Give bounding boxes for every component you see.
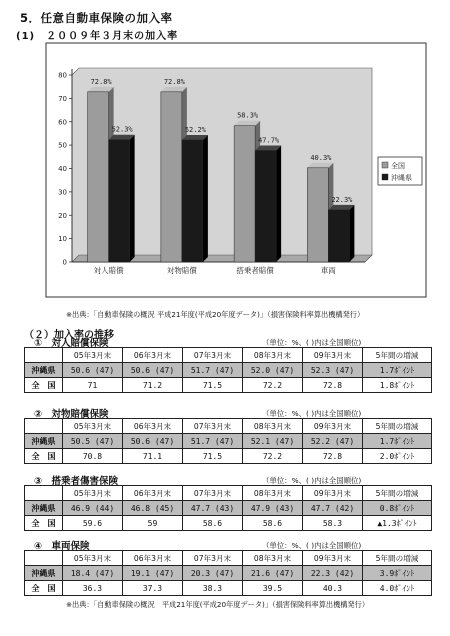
- y-tick-label: 20: [58, 211, 67, 220]
- table-header-cell: 05年3月末: [63, 486, 123, 501]
- table-cell: 58.6: [243, 516, 303, 531]
- table-cell: 40.3: [303, 581, 363, 596]
- row-label: 全 国: [25, 449, 63, 464]
- data-label: 52.3%: [111, 125, 133, 134]
- y-tick-label: 0: [62, 258, 67, 267]
- table-header-cell: 06年3月末: [123, 348, 183, 363]
- table-cell: 4.0ﾎﾟｲﾝﾄ: [363, 581, 432, 596]
- row-label: 沖縄県: [25, 501, 63, 516]
- table-header-cell: [25, 551, 63, 566]
- data-label: 58.3%: [237, 111, 259, 120]
- table-row: [25, 378, 432, 393]
- row-label: 沖縄県: [25, 434, 63, 449]
- source-note-top: ※出典：「自動車保険の概況 平成21年度(平成20年度データ)」（損害保険料率算出機構発行）: [66, 310, 365, 319]
- table-row: [25, 516, 432, 531]
- table-cell: 47.9 (43): [243, 501, 303, 516]
- table-row: [25, 501, 432, 516]
- table-header-row: [25, 486, 432, 501]
- table-header-row: [25, 551, 432, 566]
- table-cell: 39.5: [243, 581, 303, 596]
- table-header-cell: 5年間の増減: [363, 419, 432, 434]
- x-tick-label: 搭乗者賠償: [236, 266, 274, 275]
- legend-swatch: [382, 162, 388, 168]
- row-label: 沖縄県: [25, 566, 63, 581]
- bar: [328, 210, 349, 262]
- table-row: [25, 581, 432, 596]
- x-tick-label: 対人賠償: [93, 266, 124, 275]
- y-tick-label: 60: [58, 118, 67, 127]
- table-cell: 70.8: [63, 449, 123, 464]
- table-cell: 47.7 (43): [183, 501, 243, 516]
- bar-side: [130, 135, 135, 262]
- table-row: [25, 434, 432, 449]
- table-header-cell: 07年3月末: [183, 419, 243, 434]
- table-cell: 1.8ﾎﾟｲﾝﾄ: [363, 378, 432, 393]
- table-header-cell: 08年3月末: [243, 348, 303, 363]
- table-cell: 71.5: [183, 449, 243, 464]
- table-cell: 37.3: [123, 581, 183, 596]
- table-row: [25, 363, 432, 378]
- table-unit-note: （単位：%、( )内は全国順位): [262, 409, 362, 418]
- table-unit-note: （単位：%、( )内は全国順位): [262, 541, 362, 550]
- table-passenger-injury: [24, 485, 432, 531]
- table-header-cell: 06年3月末: [123, 551, 183, 566]
- table-cell: 58.3: [303, 516, 363, 531]
- table-cell: 52.3 (47): [303, 363, 363, 378]
- data-label: 72.8%: [90, 77, 112, 86]
- row-label: 沖縄県: [25, 363, 63, 378]
- bar: [161, 92, 182, 262]
- bar: [88, 92, 109, 262]
- table-cell: 72.2: [243, 378, 303, 393]
- table-header-cell: 09年3月末: [303, 348, 363, 363]
- table-cell: 52.2 (47): [303, 434, 363, 449]
- table-cell: 38.3: [183, 581, 243, 596]
- table-header-cell: 05年3月末: [63, 551, 123, 566]
- table-vehicle: [24, 550, 432, 596]
- x-tick-label: 車両: [320, 266, 336, 275]
- table-cell: 46.9 (44): [63, 501, 123, 516]
- bar: [182, 140, 203, 262]
- table-cell: 18.4 (47): [63, 566, 123, 581]
- table-unit-note: （単位：%、( )内は全国順位): [262, 476, 362, 485]
- table-cell: 22.3 (42): [303, 566, 363, 581]
- table-title-bodily-injury: ① 対人賠償保険: [34, 338, 109, 349]
- table-header-cell: 5年間の増減: [363, 551, 432, 566]
- legend-label: 全国: [391, 162, 405, 170]
- bar: [255, 151, 276, 262]
- table-cell: 72.2: [243, 449, 303, 464]
- table-header-cell: 07年3月末: [183, 551, 243, 566]
- table-row: [25, 449, 432, 464]
- table-header-cell: 08年3月末: [243, 551, 303, 566]
- table-title-vehicle: ④ 車両保険: [34, 541, 90, 552]
- table-cell: 19.1 (47): [123, 566, 183, 581]
- trend-heading: （２）加入率の推移: [24, 330, 114, 341]
- table-cell: 71.5: [183, 378, 243, 393]
- row-label: 全 国: [25, 581, 63, 596]
- table-header-cell: 09年3月末: [303, 551, 363, 566]
- data-label: 72.8%: [163, 77, 185, 86]
- table-header-row: [25, 419, 432, 434]
- table-header-cell: 07年3月末: [183, 486, 243, 501]
- table-cell: 50.6 (47): [63, 363, 123, 378]
- chart-heading: (1) ２００９年３月末の加入率: [16, 31, 179, 42]
- table-cell: 71.2: [123, 378, 183, 393]
- table-cell: 71.1: [123, 449, 183, 464]
- table-header-cell: 09年3月末: [303, 419, 363, 434]
- table-header-cell: 5年間の増減: [363, 348, 432, 363]
- bar: [234, 126, 255, 262]
- table-header-cell: 5年間の増減: [363, 486, 432, 501]
- table-cell: 50.6 (47): [123, 363, 183, 378]
- table-unit-note: （単位：%、( )内は全国順位): [262, 338, 362, 347]
- row-label: 全 国: [25, 516, 63, 531]
- table-header-cell: 08年3月末: [243, 486, 303, 501]
- table-cell: 3.9ﾎﾟｲﾝﾄ: [363, 566, 432, 581]
- table-header-cell: 06年3月末: [123, 486, 183, 501]
- table-cell: ▲1.3ﾎﾟｲﾝﾄ: [363, 516, 432, 531]
- legend-label: 沖縄県: [391, 174, 412, 182]
- table-cell: 58.6: [183, 516, 243, 531]
- y-tick-label: 80: [58, 71, 67, 80]
- bar-side: [349, 205, 354, 262]
- table-cell: 52.1 (47): [243, 434, 303, 449]
- table-header-cell: [25, 348, 63, 363]
- table-title-passenger-injury: ③ 搭乗者傷害保険: [34, 476, 119, 487]
- data-label: 47.7%: [258, 136, 280, 145]
- data-label: 22.3%: [331, 195, 353, 204]
- table-title-property-damage: ② 対物賠償保険: [34, 409, 109, 420]
- table-cell: 47.7 (42): [303, 501, 363, 516]
- table-header-cell: 05年3月末: [63, 419, 123, 434]
- table-header-cell: 06年3月末: [123, 419, 183, 434]
- table-bodily-injury: [24, 347, 432, 393]
- bar-side: [203, 135, 208, 262]
- y-tick-label: 30: [58, 188, 67, 197]
- table-cell: 2.0ﾎﾟｲﾝﾄ: [363, 449, 432, 464]
- table-cell: 71: [63, 378, 123, 393]
- table-header-cell: 08年3月末: [243, 419, 303, 434]
- table-cell: 0.8ﾎﾟｲﾝﾄ: [363, 501, 432, 516]
- table-cell: 46.8 (45): [123, 501, 183, 516]
- row-label: 全 国: [25, 378, 63, 393]
- table-cell: 50.6 (47): [123, 434, 183, 449]
- data-label: 40.3%: [310, 153, 332, 162]
- table-cell: 20.3 (47): [183, 566, 243, 581]
- table-cell: 50.5 (47): [63, 434, 123, 449]
- table-cell: 59.6: [63, 516, 123, 531]
- table-header-cell: [25, 419, 63, 434]
- bar: [109, 140, 130, 262]
- table-header-cell: 09年3月末: [303, 486, 363, 501]
- bar: [307, 168, 328, 262]
- table-cell: 72.8: [303, 378, 363, 393]
- y-tick-label: 10: [58, 235, 67, 244]
- table-cell: 72.8: [303, 449, 363, 464]
- table-cell: 36.3: [63, 581, 123, 596]
- page-title: 5．任意自動車保険の加入率: [20, 11, 173, 25]
- legend-swatch: [382, 174, 388, 180]
- table-header-cell: [25, 486, 63, 501]
- y-tick-label: 70: [58, 94, 67, 103]
- table-cell: 1.7ﾎﾟｲﾝﾄ: [363, 434, 432, 449]
- table-property-damage: [24, 418, 432, 464]
- table-cell: 1.7ﾎﾟｲﾝﾄ: [363, 363, 432, 378]
- x-tick-label: 対物賠償: [166, 266, 197, 275]
- table-cell: 51.7 (47): [183, 363, 243, 378]
- table-cell: 51.7 (47): [183, 434, 243, 449]
- table-cell: 59: [123, 516, 183, 531]
- table-cell: 21.6 (47): [243, 566, 303, 581]
- table-header-row: [25, 348, 432, 363]
- y-tick-label: 40: [58, 165, 67, 173]
- source-note-bottom: ※出典：「自動車保険の概況 平成21年度(平成20年度データ)」（損害保険料率算出機構発行）: [66, 600, 370, 609]
- bar-side: [276, 146, 281, 262]
- table-cell: 52.0 (47): [243, 363, 303, 378]
- data-label: 52.2%: [184, 125, 206, 134]
- table-header-cell: 07年3月末: [183, 348, 243, 363]
- table-header-cell: 05年3月末: [63, 348, 123, 363]
- table-row: [25, 566, 432, 581]
- y-tick-label: 50: [58, 141, 67, 150]
